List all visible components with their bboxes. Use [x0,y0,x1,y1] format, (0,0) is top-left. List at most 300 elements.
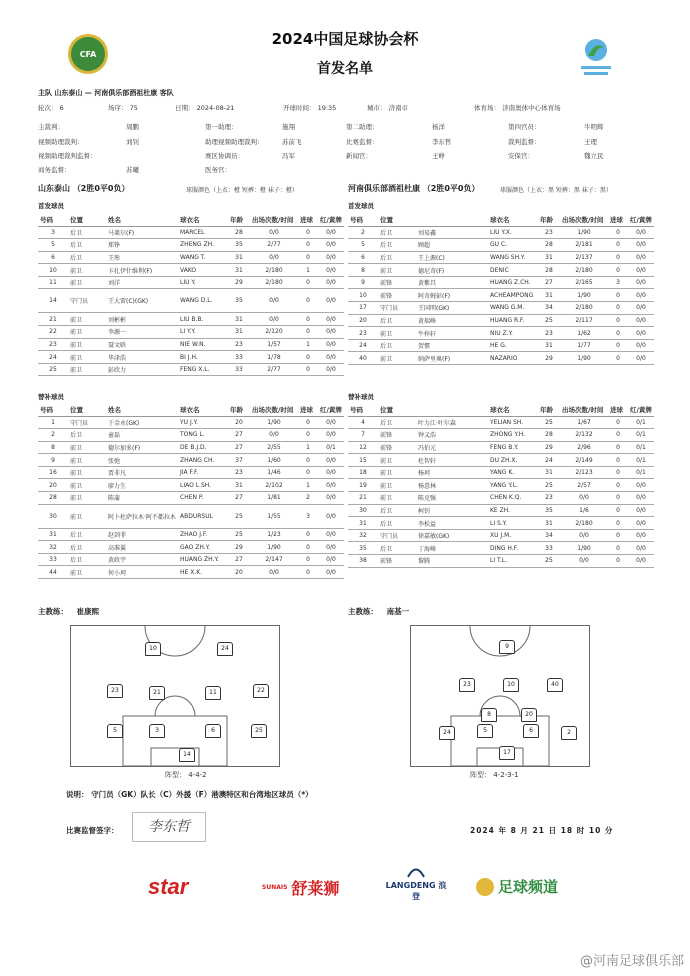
player-age: 20 [228,566,250,579]
player-name: 彭欣力 [106,363,178,376]
player-position: 后卫 [68,528,106,541]
watermark: @河南足球俱乐部 [579,954,684,969]
player-age: 23 [538,226,560,239]
player-cards: 0/0 [318,338,344,351]
table-row [348,352,654,365]
player-appearances: 2/165 [560,276,608,289]
player-position: 前卫 [378,352,416,365]
player-position: 后卫 [68,429,106,442]
cfa-logo-text: CFA [79,49,97,59]
player-position: 前卫 [68,264,106,277]
player-name: 马莱尔(F) [106,226,178,239]
column-header: 出场次数/时间 [250,214,298,226]
away-subs-table [348,404,654,568]
player-shirt-name: NAZARIO [488,352,538,365]
player-number: 8 [348,264,378,277]
table-row [38,251,344,264]
player-appearances: 0/0 [560,555,608,568]
home-formation: 阵型： 4-4-2 [165,771,207,779]
player-number: 16 [38,466,68,479]
info-label: 视频助理裁判监督： [38,152,97,160]
pitch-player-jersey: 40 [547,678,563,692]
player-age: 27 [228,441,250,454]
pitch-player-jersey: 25 [251,724,267,738]
player-appearances: 0/0 [250,251,298,264]
table-row [348,251,654,264]
info-label: 第二助理： [346,123,379,131]
player-number: 19 [348,479,378,492]
player-appearances: 1/62 [560,327,608,340]
player-cards: 0/0 [628,239,654,252]
player-appearances: 2/180 [250,276,298,289]
player-age: 31 [228,251,250,264]
player-appearances: 1/90 [560,542,608,555]
table-row [38,566,344,579]
player-position: 前卫 [378,466,416,479]
table-row [348,276,654,289]
player-position: 前卫 [378,479,416,492]
player-position: 前卫 [68,276,106,289]
player-position: 后卫 [378,226,416,239]
home-starters-header [38,214,344,226]
table-row [348,327,654,340]
player-position: 后卫 [68,541,106,554]
sponsor-sunais [262,876,339,899]
player-cards: 0/0 [628,276,654,289]
player-name: 廖力生 [106,479,178,492]
player-number: 25 [38,363,68,376]
player-shirt-name: DU ZH.X. [488,454,538,467]
table-row [348,479,654,492]
player-position: 前卫 [68,363,106,376]
player-appearances: 1/6 [560,504,608,517]
player-appearances: 2/117 [560,314,608,327]
column-header: 位置 [378,404,416,416]
player-shirt-name: FENG X.L. [178,363,228,376]
table-row [348,289,654,302]
player-position: 后卫 [378,504,416,517]
player-position: 前卫 [68,351,106,364]
player-appearances: 1/90 [250,416,298,429]
player-goals: 0 [298,276,318,289]
player-name: 王大雷(C)(GK) [106,289,178,313]
away-coach-label: 主教练： [348,607,378,616]
column-header: 进球 [298,214,318,226]
player-number: 2 [38,429,68,442]
player-age: 31 [538,339,560,352]
pitch-player-jersey: 10 [145,642,161,656]
player-name: 李源一 [106,326,178,339]
player-cards: 0/0 [318,363,344,376]
player-name: 柯钊 [416,504,488,517]
info-value: 施翔 [282,123,295,131]
player-position: 前锋 [378,555,416,568]
table-row [348,429,654,442]
player-cards: 0/0 [318,226,344,239]
column-header: 位置 [378,214,416,226]
player-goals: 3 [608,276,628,289]
player-cards: 0/0 [628,479,654,492]
away-coach-name: 南基一 [386,607,410,616]
player-number: 6 [38,251,68,264]
player-cards: 0/1 [628,466,654,479]
player-shirt-name: LIAO L.SH. [178,479,228,492]
player-age: 25 [538,555,560,568]
player-appearances: 2/57 [560,479,608,492]
info-label: 商务监督： [38,166,71,174]
player-cards: 0/0 [318,479,344,492]
pitch-player-jersey: 5 [477,724,493,738]
info-value: 王峥 [432,152,445,160]
sponsor-sunais-name: 舒莱狮 [291,879,340,898]
player-name: 德尔加多(F) [106,441,178,454]
player-number: 23 [38,338,68,351]
player-age: 27 [228,429,250,442]
player-position: 前卫 [68,326,106,339]
player-name: 王国明(GK) [416,302,488,315]
home-subs-table [38,404,344,579]
column-header: 红/黄牌 [628,214,654,226]
table-row [38,264,344,277]
pitch-player-jersey: 17 [499,746,515,760]
sponsor-ftv-name: 足球频道 [498,878,559,896]
table-row [38,454,344,467]
player-cards: 0/1 [628,416,654,429]
player-position: 后卫 [378,542,416,555]
table-row [38,492,344,505]
home-subs-header [38,404,344,416]
player-appearances: 2/123 [560,466,608,479]
info-value: 杨洋 [432,123,445,131]
player-position: 前卫 [68,441,106,454]
player-appearances: 1/81 [250,492,298,505]
player-appearances: 2/77 [250,239,298,252]
table-row [38,416,344,429]
player-shirt-name: CHEN P. [178,492,228,505]
signature-label: 比赛监督签字： [66,826,119,835]
player-shirt-name: DING H.F. [488,542,538,555]
info-label: 助理视频助理裁判： [205,138,264,146]
player-cards: 0/0 [628,517,654,530]
player-name: 黄政宇 [106,553,178,566]
sign-datetime: 2024 年 8 月 21 日 18 时 10 分 [470,826,614,835]
column-header: 红/黄牌 [318,404,344,416]
player-cards: 0/0 [628,339,654,352]
player-number: 7 [348,429,378,442]
player-age: 28 [228,226,250,239]
player-shirt-name: LI T.L. [488,555,538,568]
player-number: 2 [348,226,378,239]
player-goals: 1 [298,264,318,277]
player-name: 王彤 [106,251,178,264]
player-shirt-name: WANG G.M. [488,302,538,315]
player-goals: 1 [298,479,318,492]
column-header: 红/黄牌 [628,404,654,416]
player-goals: 0 [298,326,318,339]
player-appearances: 2/180 [250,264,298,277]
player-goals: 0 [608,555,628,568]
column-header: 号码 [38,214,68,226]
player-position: 前卫 [68,338,106,351]
player-appearances: 1/57 [250,338,298,351]
player-cards: 0/0 [318,251,344,264]
pitch-player-jersey: 23 [459,678,475,692]
player-name: 顾超 [416,239,488,252]
pitch-player-jersey: 6 [523,724,539,738]
table-row [348,504,654,517]
column-header: 球衣名 [178,404,228,416]
player-appearances: 2/120 [250,326,298,339]
player-age: 33 [228,351,250,364]
player-appearances: 0/0 [250,313,298,326]
player-goals: 0 [608,289,628,302]
player-appearances: 1/55 [250,504,298,528]
player-number: 33 [38,553,68,566]
info-value: 王理 [584,138,597,146]
player-goals: 0 [608,352,628,365]
table-row [38,351,344,364]
player-name: 丁海峰 [416,542,488,555]
player-shirt-name: NIU Z.Y. [488,327,538,340]
pitch-player-jersey: 14 [179,748,195,762]
player-number: 17 [348,302,378,315]
player-name: 阿奇姆彭(F) [416,289,488,302]
player-name: 阿卜杜萨拉木·阿不都拉木 [106,504,178,528]
player-goals: 0 [298,454,318,467]
player-name: 黎腾 [416,555,488,568]
player-cards: 0/0 [318,454,344,467]
player-goals: 0 [608,251,628,264]
player-number: 10 [38,264,68,277]
player-position: 前卫 [378,454,416,467]
player-shirt-name: JIA F.F. [178,466,228,479]
player-number: 10 [348,289,378,302]
player-age: 20 [228,416,250,429]
player-appearances: 0/0 [250,289,298,313]
player-goals: 0 [298,429,318,442]
player-position: 前锋 [378,276,416,289]
table-row [38,541,344,554]
player-position: 前卫 [68,504,106,528]
player-number: 23 [348,327,378,340]
home-coach-name: 崔康熙 [76,607,100,616]
player-number: 28 [38,492,68,505]
player-appearances: 2/132 [560,429,608,442]
player-cards: 0/1 [318,441,344,454]
player-name: 杜智轩 [416,454,488,467]
player-goals: 0 [608,239,628,252]
pitch-player-jersey: 2 [561,726,577,740]
player-shirt-name: MARCEL [178,226,228,239]
info-value: 冯军 [282,152,295,160]
player-cards: 0/0 [628,542,654,555]
table-row [348,542,654,555]
sponsor-langdeng-name: LANGDENG 浪登 [385,881,447,901]
player-cards: 0/0 [628,251,654,264]
player-number: 24 [38,351,68,364]
info-label: 赛区协调员： [205,152,244,160]
player-goals: 0 [608,416,628,429]
player-position: 守门员 [378,529,416,542]
player-cards: 0/0 [318,528,344,541]
player-name: 贺惯 [416,339,488,352]
player-age: 29 [228,541,250,554]
player-cards: 0/0 [318,492,344,505]
home-coach [38,606,99,617]
player-position: 后卫 [68,226,106,239]
player-appearances: 1/23 [250,528,298,541]
player-position: 前卫 [68,454,106,467]
info-value: 李东哲 [432,138,452,146]
player-cards: 0/0 [318,566,344,579]
player-name: 钟义浩 [416,429,488,442]
signature: 李东哲 [132,812,206,842]
column-header: 出场次数/时间 [560,214,608,226]
pitch-player-jersey: 23 [107,684,123,698]
player-shirt-name: ZHONG Y.H. [488,429,538,442]
player-cards: 0/0 [628,226,654,239]
player-position: 后卫 [68,251,106,264]
pitch-player-jersey: 10 [503,678,519,692]
player-number: 9 [348,276,378,289]
player-number: 18 [348,466,378,479]
player-goals: 0 [608,454,628,467]
player-shirt-name: WANG T. [178,251,228,264]
player-appearances: 1/90 [250,541,298,554]
column-header: 姓名 [106,404,178,416]
player-position: 后卫 [378,517,416,530]
player-cards: 0/0 [318,541,344,554]
player-name: 李松益 [416,517,488,530]
info-label: 第一助理： [205,123,238,131]
home-subs-label: 替补球员 [38,393,64,401]
player-name: 陈蒲 [106,492,178,505]
column-header: 位置 [68,404,106,416]
player-number: 11 [38,276,68,289]
player-cards: 0/0 [318,429,344,442]
player-goals: 0 [298,226,318,239]
away-starting-label: 首发球员 [348,202,374,210]
player-cards: 0/0 [318,504,344,528]
player-age: 31 [538,251,560,264]
player-name: 童磊 [106,429,178,442]
player-name: 黄瑞峰 [416,314,488,327]
player-goals: 0 [298,313,318,326]
player-number: 9 [38,454,68,467]
player-shirt-name: GU C. [488,239,538,252]
player-cards: 0/0 [318,313,344,326]
column-header: 出场次数/时间 [560,404,608,416]
player-number: 6 [348,251,378,264]
player-appearances: 2/77 [250,363,298,376]
player-cards: 0/0 [628,327,654,340]
player-age: 35 [538,504,560,517]
table-row [38,313,344,326]
player-number: 44 [38,566,68,579]
info-value: 刘钊 [126,138,139,146]
player-appearances: 1/90 [560,289,608,302]
pitch-player-jersey: 24 [217,642,233,656]
player-shirt-name: ZHENG ZH. [178,239,228,252]
player-shirt-name: KE ZH. [488,504,538,517]
pitch-player-jersey: 9 [499,640,515,654]
player-number: 21 [348,492,378,505]
player-shirt-name: FENG B.Y. [488,441,538,454]
info-label: 视频助理裁判： [38,138,84,146]
player-name: 叶力江·叶尔森 [416,416,488,429]
player-appearances: 0/0 [560,492,608,505]
player-number: 38 [348,555,378,568]
away-subs-label: 替补球员 [348,393,374,401]
player-shirt-name: DE B.J.D. [178,441,228,454]
player-name: 杨珂 [416,466,488,479]
player-cards: 0/0 [628,555,654,568]
player-goals: 0 [608,479,628,492]
player-cards: 0/0 [318,553,344,566]
player-goals: 1 [298,338,318,351]
table-row [348,302,654,315]
player-shirt-name: YANG Y.L. [488,479,538,492]
player-appearances: 2/149 [560,454,608,467]
langdeng-icon [406,866,426,878]
player-goals: 0 [608,492,628,505]
table-row [38,276,344,289]
player-age: 25 [538,479,560,492]
player-cards: 0/0 [628,302,654,315]
player-number: 32 [38,541,68,554]
player-name: 赵剑菲 [106,528,178,541]
away-formation: 阵型： 4-2-3-1 [470,771,519,779]
page-subtitle: 首发名单 [317,61,373,77]
player-goals: 0 [298,541,318,554]
player-cards: 0/1 [628,454,654,467]
info-label: 裁判监督： [508,138,541,146]
player-goals: 0 [608,339,628,352]
player-goals: 0 [608,542,628,555]
player-name: 刘洋 [106,276,178,289]
info-city: 城市： 济南市 [367,104,409,112]
column-header: 号码 [348,404,378,416]
player-number: 20 [348,314,378,327]
player-cards: 0/0 [628,289,654,302]
sponsor-football-channel [476,876,558,897]
table-row [38,504,344,528]
table-row [38,326,344,339]
player-name: 刘易鑫 [416,226,488,239]
player-appearances: 1/67 [560,416,608,429]
player-number: 5 [38,239,68,252]
info-label: 第四官员： [508,123,541,131]
info-value: 魏立民 [584,152,604,160]
home-starting-label: 首发球员 [38,202,64,210]
player-position: 前卫 [378,264,416,277]
player-position: 后卫 [378,339,416,352]
player-goals: 0 [608,302,628,315]
info-stadium: 体育场： 济南奥体中心体育场 [474,104,561,112]
player-shirt-name: YANG K. [488,466,538,479]
player-number: 3 [38,226,68,239]
player-goals: 0 [298,363,318,376]
player-age: 27 [228,553,250,566]
info-label: 比赛监督： [346,138,379,146]
table-row [348,492,654,505]
player-shirt-name: WANG SH.Y. [488,251,538,264]
player-name: 德尼奇(F) [416,264,488,277]
player-age: 31 [228,479,250,492]
player-appearances: 0/0 [250,429,298,442]
player-shirt-name: HUANG R.F. [488,314,538,327]
player-appearances: 1/60 [250,454,298,467]
